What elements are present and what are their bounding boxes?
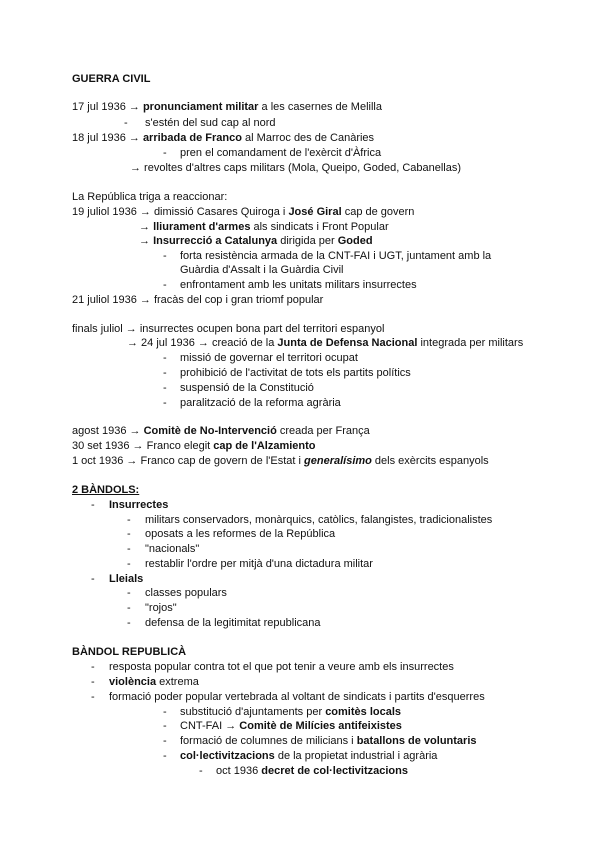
bullet-dash: - — [163, 720, 167, 732]
list-item: missió de governar el territori ocupat — [180, 352, 358, 364]
list-item: pren el comandament de l'exèrcit d'Àfrica — [180, 147, 382, 159]
text-span: a les casernes de Melilla — [258, 101, 382, 113]
text-span: agost 1936 → — [72, 425, 144, 437]
bold-term: violència — [109, 676, 157, 688]
text-span: 18 jul 1936 → — [72, 132, 143, 144]
list-item — [180, 719, 402, 733]
bullet-dash: - — [91, 691, 95, 703]
text-span: → 24 jul 1936 → creació de la — [127, 337, 278, 349]
bullet-dash: - — [127, 558, 131, 570]
text-span: → — [139, 221, 154, 233]
text-line — [72, 439, 316, 453]
text-line: → revoltes d'altres caps militars (Mola, Queipo, Goded, Cabanellas) — [130, 162, 462, 174]
bold-term: pronunciament militar — [142, 101, 259, 113]
bullet-dash: - — [127, 514, 131, 526]
text-span: dels exèrcits espanyols — [371, 455, 489, 467]
text-span: 19 juliol 1936 → dimissió Casares Quiroga i — [72, 206, 289, 218]
text-line — [72, 100, 382, 114]
list-item: "nacionals" — [145, 543, 200, 555]
bullet-dash: - — [163, 352, 167, 364]
bold-term: Insurrecció a Catalunya — [153, 235, 278, 247]
section-heading: 2 BÀNDOLS: — [72, 484, 140, 496]
text-span: al Marroc des de Canàries — [241, 132, 375, 144]
bold-term: col·lectivitzacions — [180, 750, 275, 762]
bullet-dash: - — [163, 397, 167, 409]
list-item — [180, 705, 401, 719]
text-span: de la propietat industrial i agrària — [274, 750, 438, 762]
bold-term: cap de l'Alzamiento — [213, 440, 316, 452]
text-span: formació de columnes de milicians i — [180, 735, 357, 747]
list-item — [180, 734, 477, 748]
text-line: La República triga a reaccionar: — [72, 191, 228, 203]
bullet-dash: - — [127, 587, 131, 599]
text-span: 30 set 1936 → Franco elegit — [72, 440, 214, 452]
text-span: 17 jul 1936 → — [72, 101, 143, 113]
text-span: creada per França — [276, 425, 370, 437]
text-span: CNT-FAI → — [180, 720, 240, 732]
bullet-dash: - — [124, 117, 128, 129]
bullet-dash: - — [163, 706, 167, 718]
bold-term: arribada de Franco — [142, 132, 242, 144]
text-span: dirigida per — [277, 235, 338, 247]
list-item-continuation: Guàrdia d'Assalt i la Guàrdia Civil — [180, 264, 344, 276]
bullet-dash: - — [91, 499, 95, 511]
bullet-dash: - — [91, 661, 95, 673]
bullet-dash: - — [91, 573, 95, 585]
text-span: oct 1936 — [216, 765, 262, 777]
list-item: defensa de la legitimitat republicana — [145, 617, 321, 629]
bold-term: decret de col·lectivitzacions — [261, 765, 408, 777]
bullet-dash: - — [163, 367, 167, 379]
list-item — [216, 764, 408, 778]
list-item: prohibició de l'activitat de tots els partits polítics — [180, 367, 411, 379]
list-item: militars conservadors, monàrquics, catòlics, falangistes, tradicionalistes — [145, 514, 493, 526]
list-item-heading: Lleials — [109, 573, 144, 585]
bullet-dash: - — [163, 147, 167, 159]
bullet-dash: - — [127, 528, 131, 540]
list-item: classes populars — [145, 587, 227, 599]
text-line — [72, 131, 374, 145]
list-item — [109, 675, 199, 689]
text-line: finals juliol → insurrectes ocupen bona part del territori espanyol — [72, 323, 385, 335]
text-span: cap de govern — [341, 206, 415, 218]
text-span: extrema — [156, 676, 199, 688]
text-line — [72, 454, 489, 468]
list-item: enfrontament amb les unitats militars insurrectes — [180, 279, 417, 291]
text-line — [139, 220, 389, 234]
list-item: s'estén del sud cap al nord — [145, 117, 276, 129]
list-item-heading: Insurrectes — [109, 499, 169, 511]
list-item: formació poder popular vertebrada al voltant de sindicats i partits d'esquerres — [109, 691, 485, 703]
bullet-dash: - — [163, 735, 167, 747]
bullet-dash: - — [127, 617, 131, 629]
section-heading: BÀNDOL REPUBLICÀ — [72, 646, 187, 658]
bullet-dash: - — [163, 382, 167, 394]
text-line — [139, 234, 373, 248]
list-item: forta resistència armada de la CNT-FAI i UGT, juntament amb la — [180, 250, 492, 262]
text-line — [127, 336, 523, 350]
bold-italic-term: generalísimo — [304, 455, 372, 467]
text-span: 1 oct 1936 → Franco cap de govern de l'Estat i — [72, 455, 305, 467]
bullet-dash: - — [199, 765, 203, 777]
text-span: substitució d'ajuntaments per — [180, 706, 326, 718]
bold-term: batallons de voluntaris — [356, 735, 477, 747]
text-span: integrada per militars — [417, 337, 524, 349]
bold-term: Comitè de No-Intervenció — [143, 425, 277, 437]
list-item: resposta popular contra tot el que pot tenir a veure amb els insurrectes — [109, 661, 454, 673]
text-span: → — [139, 235, 154, 247]
text-span: als sindicats i Front Popular — [250, 221, 389, 233]
list-item: suspensió de la Constitució — [180, 382, 314, 394]
list-item: "rojos" — [145, 602, 177, 614]
list-item: restablir l'ordre per mitjà d'una dictadura militar — [145, 558, 373, 570]
bullet-dash: - — [127, 543, 131, 555]
bullet-dash: - — [127, 602, 131, 614]
list-item — [180, 749, 437, 763]
bold-term: Goded — [337, 235, 373, 247]
list-item: paralització de la reforma agrària — [180, 397, 341, 409]
bold-term: Junta de Defensa Nacional — [277, 337, 418, 349]
bullet-dash: - — [91, 676, 95, 688]
text-line: 21 juliol 1936 → fracàs del cop i gran triomf popular — [72, 294, 324, 306]
bold-term: Comitè de Milícies antifeixistes — [239, 720, 402, 732]
bullet-dash: - — [163, 250, 167, 262]
bullet-dash: - — [163, 279, 167, 291]
text-line — [72, 424, 370, 438]
bullet-dash: - — [163, 750, 167, 762]
text-line — [72, 205, 414, 219]
bold-term: lliurament d'armes — [153, 221, 251, 233]
bold-term: comitès locals — [325, 706, 402, 718]
page-title: GUERRA CIVIL — [72, 73, 151, 85]
list-item: oposats a les reformes de la República — [145, 528, 336, 540]
bold-term: José Giral — [288, 206, 342, 218]
